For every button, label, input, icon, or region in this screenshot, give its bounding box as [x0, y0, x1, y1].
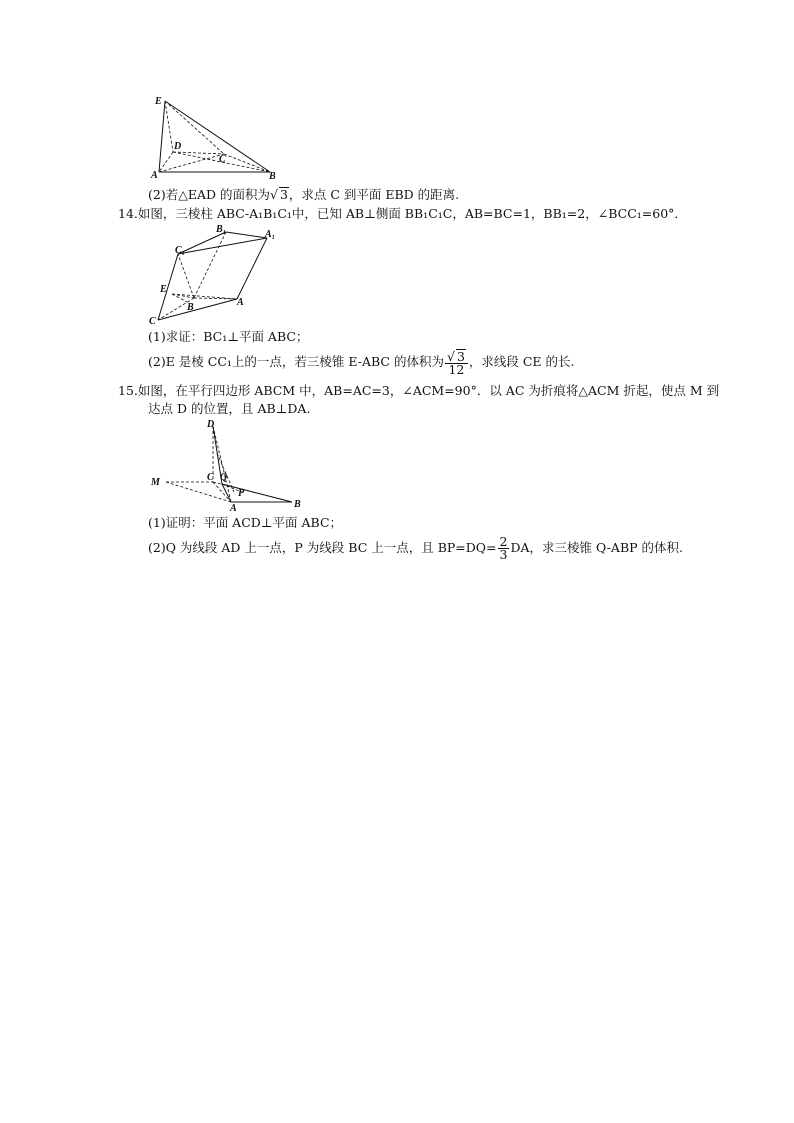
q15-part2-prefix: (2)Q 为线段 AD 上一点，P 为线段 BC 上一点，且 BP=DQ=: [148, 540, 497, 555]
label-Q: Q: [220, 472, 228, 483]
label-C: C: [207, 472, 214, 483]
label-E: E: [155, 96, 162, 107]
figure-q13: [148, 92, 282, 182]
label-C: C: [219, 154, 226, 165]
q14-part2-suffix: ，求线段 CE 的长.: [468, 354, 575, 369]
figure-q15: [150, 418, 306, 514]
q14-volume-fraction: [445, 349, 468, 376]
q14-stem: 14.如图，三棱柱 ABC-A₁B₁C₁中，已知 AB⊥侧面 BB₁C₁C，AB=BC=1，BB₁=2，∠BCC₁=60°．: [118, 206, 687, 221]
label-C1: C₁: [175, 245, 186, 256]
fraction-denominator: 12: [448, 362, 465, 377]
q14-part2-prefix: (2)E 是棱 CC₁上的一点，若三棱锥 E-ABC 的体积为: [148, 354, 444, 369]
q15-stem-line1: 15.如图，在平行四边形 ABCM 中，AB=AC=3，∠ACM=90°．以 AC 为折痕将△ACM 折起，使点 M 到: [118, 383, 720, 398]
label-B1: B₁: [216, 224, 227, 235]
q15-part2-suffix: DA，求三棱锥 Q-ABP 的体积.: [510, 540, 684, 555]
sqrt-sign: √: [269, 187, 278, 202]
label-A: A: [237, 297, 244, 308]
label-B: B: [187, 302, 194, 313]
sqrt-sign: √: [446, 349, 455, 364]
label-D: D: [174, 141, 182, 152]
q15-part1: (1)证明：平面 ACD⊥平面 ABC；: [148, 515, 343, 530]
q15-part2: [148, 535, 683, 561]
q14-part2: [148, 349, 575, 376]
label-M: M: [151, 477, 160, 488]
fraction-numerator: 2: [499, 534, 508, 549]
label-P: P: [238, 488, 245, 499]
label-A: A: [230, 503, 237, 514]
label-A: A: [151, 170, 158, 181]
label-E: E: [160, 284, 167, 295]
label-D: D: [207, 419, 215, 430]
label-C: C: [149, 316, 156, 326]
q13-part2: [148, 187, 459, 203]
q13-part2-prefix: (2)若△EAD 的面积为: [148, 187, 270, 202]
fraction-denominator: 3: [499, 547, 508, 562]
q15-ratio-fraction: [498, 536, 510, 561]
q15-stem-line2: 达点 D 的位置，且 AB⊥DA.: [148, 401, 311, 416]
figure-q14: [148, 222, 280, 326]
q13-radicand: 3: [279, 187, 288, 202]
q13-part2-suffix: ，求点 C 到平面 EBD 的距离.: [288, 187, 460, 202]
label-B: B: [269, 171, 276, 182]
label-B: B: [294, 499, 301, 510]
numerator-radicand: 3: [456, 349, 465, 364]
q14-part1: (1)求证：BC₁⊥平面 ABC；: [148, 329, 309, 344]
label-A1: A₁: [265, 229, 276, 240]
